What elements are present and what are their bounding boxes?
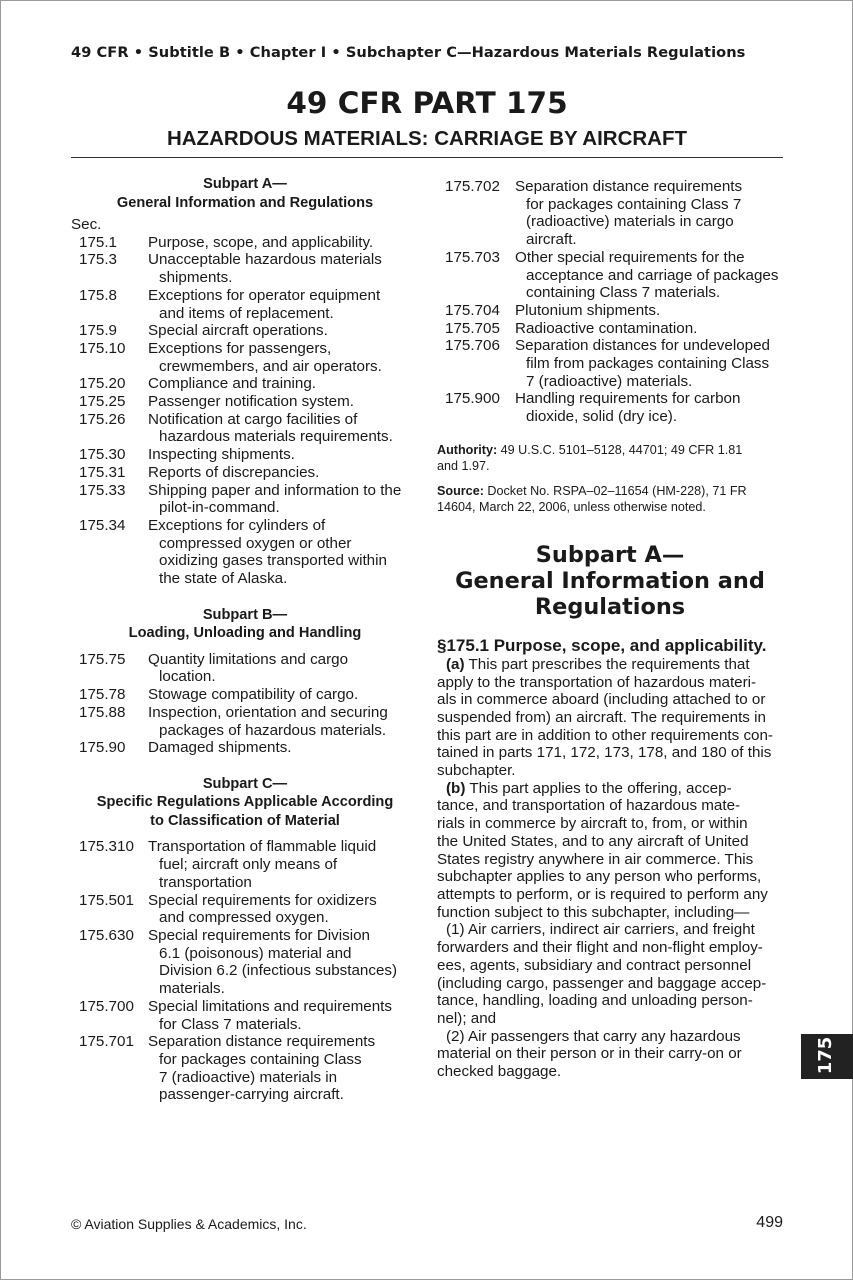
toc-entry [71, 739, 419, 757]
heading-line: Subpart A— [203, 176, 287, 192]
toc-title-line: Damaged shipments. [148, 739, 292, 757]
toc-section-number: 175.75 [79, 650, 126, 668]
toc-section-number: 175.8 [79, 286, 118, 304]
thumb-tab-label: 175 [815, 1036, 836, 1075]
toc-section-number: 175.704 [445, 301, 500, 319]
paragraph-2 [437, 1028, 783, 1081]
toc-entry [71, 892, 419, 927]
toc-title-line: Transportation of flammable liquid [148, 838, 377, 856]
toc-subpart-c-entries-continued [437, 178, 783, 426]
toc-section-title [148, 517, 419, 588]
toc-section-title [148, 375, 419, 393]
toc-title-line: Plutonium shipments. [515, 301, 661, 319]
toc-title-line: Inspecting shipments. [148, 446, 295, 464]
heading-line: Specific Regulations Applicable According [96, 794, 394, 811]
toc-title-line: Notification at cargo facilities of [148, 410, 358, 428]
paragraph-line: tance, handling, loading and unloading person- [437, 992, 753, 1010]
toc-title-line: hazardous materials requirements. [159, 428, 393, 446]
toc-section-number: 175.33 [79, 481, 126, 499]
paragraph-line: material on their person or in their carry-on or [437, 1045, 742, 1063]
toc-entry [437, 337, 783, 390]
toc-section-title [148, 393, 419, 411]
toc-section-number: 175.701 [79, 1033, 134, 1051]
toc-subpart-a-heading [71, 175, 419, 212]
toc-title-line: Purpose, scope, and applicability. [148, 233, 374, 251]
right-column [437, 178, 783, 1081]
source-label: Source: [437, 483, 484, 498]
toc-section-number: 175.700 [79, 997, 134, 1015]
toc-entry [71, 411, 419, 446]
toc-section-title [148, 234, 419, 252]
toc-section-number: 175.703 [445, 248, 500, 266]
paragraph-line: subchapter applies to any person who performs, [437, 868, 762, 886]
toc-section-number: 175.88 [79, 703, 126, 721]
toc-entry [71, 375, 419, 393]
toc-title-line: and compressed oxygen. [159, 909, 329, 927]
toc-title-line: Radioactive contamination. [515, 319, 698, 337]
toc-title-line: dioxide, solid (dry ice). [526, 408, 678, 426]
toc-entry [437, 178, 783, 249]
paragraph-text: This part applies to the offering, accep- [465, 779, 732, 797]
authority-label: Authority: [437, 442, 498, 457]
toc-title-line: film from packages containing Class [526, 355, 770, 373]
part-title: 49 CFR PART 175 [286, 86, 568, 120]
paragraph-line: States registry anywhere in air commerce. This [437, 850, 754, 868]
toc-title-line: and items of replacement. [159, 304, 334, 322]
toc-section-number: 175.25 [79, 393, 126, 411]
toc-title-line: acceptance and carriage of packages [526, 266, 779, 284]
toc-section-title [148, 998, 419, 1033]
heading-line: Subpart B— [202, 606, 288, 623]
toc-entry [71, 1033, 419, 1104]
paragraph-line: checked baggage. [437, 1063, 562, 1081]
toc-title-line: aircraft. [526, 231, 577, 249]
toc-section-title [515, 320, 783, 338]
toc-entry [71, 287, 419, 322]
toc-entry [437, 249, 783, 302]
paragraph-line: nel); and [437, 1009, 497, 1027]
toc-entry [71, 517, 419, 588]
toc-title-line: oxidizing gases transported within [159, 552, 387, 570]
toc-section-title [515, 178, 783, 249]
toc-section-number: 175.706 [445, 337, 500, 355]
paragraph-line: (including cargo, passenger and baggage accep- [437, 974, 767, 992]
paragraph-line: apply to the transportation of hazardous materi- [437, 673, 757, 691]
toc-title-line: Passenger notification system. [148, 393, 354, 411]
heading-line: to Classification of Material [150, 812, 340, 829]
section-175-1-heading: §175.1 Purpose, scope, and applicability. [437, 635, 767, 655]
source-text: Docket No. RSPA–02–11654 (HM-228), 71 FR [483, 483, 747, 498]
toc-title-line: Exceptions for operator equipment [148, 286, 381, 304]
paragraph-line [437, 656, 783, 674]
toc-title-line: Shipping paper and information to the [148, 481, 402, 499]
paragraph-label: (a) [446, 655, 465, 673]
toc-entry [71, 704, 419, 739]
toc-section-title [148, 340, 419, 375]
toc-section-title [148, 739, 419, 757]
toc-left-column [71, 175, 419, 1104]
toc-title-line: shipments. [159, 269, 233, 287]
toc-title-line: Special limitations and requirements [148, 997, 392, 1015]
toc-entry [71, 234, 419, 252]
toc-title-line: Separation distance requirements [515, 178, 743, 195]
header-divider [71, 157, 783, 158]
toc-entry [71, 393, 419, 411]
toc-entry [71, 998, 419, 1033]
toc-title-line: Other special requirements for the [515, 248, 745, 266]
heading-line: Loading, Unloading and Handling [128, 625, 362, 642]
toc-section-number: 175.30 [79, 446, 126, 464]
toc-section-title [148, 704, 419, 739]
paragraph-line: ees, agents, subsidiary and contract personnel [437, 956, 752, 974]
toc-section-title [515, 249, 783, 302]
toc-entry [71, 446, 419, 464]
paragraph-line: forwarders and their flight and non-flight employ- [437, 939, 763, 957]
toc-entry [71, 651, 419, 686]
paragraph-text: This part prescribes the requirements that [464, 655, 750, 673]
heading-line: Subpart C— [202, 775, 288, 792]
toc-title-line: Special aircraft operations. [148, 322, 328, 340]
toc-section-title [515, 390, 783, 425]
paragraph-line: this part are in addition to other requirements con- [437, 726, 773, 744]
toc-title-line: (radioactive) materials in cargo [526, 213, 734, 231]
toc-entry [71, 838, 419, 891]
toc-subpart-a-entries [71, 234, 419, 588]
toc-section-title [148, 927, 419, 998]
toc-section-title [148, 892, 419, 927]
heading-line: Regulations [534, 593, 686, 620]
toc-entry [71, 251, 419, 286]
toc-section-number: 175.78 [79, 686, 126, 704]
toc-section-number: 175.310 [79, 838, 134, 856]
toc-title-line: Handling requirements for carbon [515, 390, 741, 408]
toc-section-number: 175.1 [79, 233, 118, 251]
toc-section-number: 175.10 [79, 339, 126, 357]
authority-note [437, 442, 783, 475]
toc-entry [437, 302, 783, 320]
toc-section-number: 175.26 [79, 410, 126, 428]
toc-section-number: 175.702 [445, 178, 500, 195]
toc-section-number: 175.31 [79, 463, 126, 481]
toc-section-number: 175.900 [445, 390, 500, 408]
heading-line: General Information and [455, 567, 765, 594]
toc-title-line: Special requirements for Division [148, 927, 370, 944]
toc-section-number: 175.34 [79, 516, 126, 534]
footer-copyright: © Aviation Supplies & Academics, Inc. [71, 1216, 307, 1232]
toc-entry [71, 927, 419, 998]
heading-line: Subpart A— [535, 541, 685, 568]
paragraph-b [437, 780, 783, 922]
paragraph-label: (b) [446, 779, 466, 797]
toc-section-title [148, 838, 419, 891]
authority-text: and 1.97. [437, 459, 490, 474]
paragraph-1 [437, 921, 783, 1027]
toc-section-title [515, 337, 783, 390]
toc-section-number: 175.9 [79, 322, 118, 340]
paragraph-a [437, 656, 783, 780]
toc-title-line: Compliance and training. [148, 375, 317, 393]
toc-title-line: Exceptions for cylinders of [148, 516, 326, 534]
toc-entry [437, 320, 783, 338]
toc-title-line: Inspection, orientation and securing [148, 703, 388, 721]
paragraph-line: rials in commerce by aircraft to, from, or within [437, 815, 748, 833]
thumb-tab [801, 1034, 853, 1079]
source-note [437, 483, 783, 516]
toc-subpart-b-entries [71, 651, 419, 757]
toc-section-title [148, 251, 419, 286]
toc-section-number: 175.630 [79, 927, 134, 944]
subpart-a-title [437, 542, 783, 620]
toc-title-line: Reports of discrepancies. [148, 463, 320, 481]
toc-title-line: compressed oxygen or other [159, 534, 352, 552]
toc-section-number: 175.20 [79, 375, 126, 393]
toc-title-line: fuel; aircraft only means of [159, 856, 338, 874]
paragraph-line: suspended from) an aircraft. The requirements in [437, 708, 766, 726]
paragraph-line: subchapter. [437, 762, 516, 780]
paragraph-line: tained in parts 171, 172, 173, 178, and 180 of this [437, 744, 772, 762]
toc-title-line: Separation distances for undeveloped [515, 337, 770, 355]
toc-section-title [148, 482, 419, 517]
toc-section-title [148, 411, 419, 446]
toc-title-line: for packages containing Class 7 [526, 195, 742, 213]
toc-title-line: Special requirements for oxidizers [148, 891, 377, 909]
toc-title-line: Unacceptable hazardous materials [148, 251, 382, 269]
toc-section-title [148, 686, 419, 704]
paragraph-line: tance, and transportation of hazardous mate- [437, 797, 741, 815]
paragraph-line [437, 780, 783, 798]
toc-title-line: passenger-carrying aircraft. [159, 1086, 344, 1104]
toc-section-number: 175.3 [79, 251, 118, 269]
toc-title-line: the state of Alaska. [159, 570, 288, 588]
toc-title-line: crewmembers, and air operators. [159, 357, 382, 375]
running-head: 49 CFR • Subtitle B • Chapter I • Subchapter C—Hazardous Materials Regulations [71, 44, 746, 61]
toc-section-number: 175.90 [79, 739, 126, 757]
toc-title-line: 7 (radioactive) materials. [526, 372, 693, 390]
toc-title-line: for Class 7 materials. [159, 1015, 302, 1033]
toc-subpart-c-heading [71, 775, 419, 831]
toc-entry [71, 482, 419, 517]
toc-section-title [515, 302, 783, 320]
toc-title-line: containing Class 7 materials. [526, 284, 721, 302]
paragraph-line: attempts to perform, or is required to perform any [437, 885, 768, 903]
toc-title-line: 6.1 (poisonous) material and [159, 944, 352, 962]
paragraph-line: the United States, and to any aircraft of United [437, 832, 749, 850]
toc-title-line: packages of hazardous materials. [159, 721, 387, 739]
toc-entry [71, 464, 419, 482]
toc-title-line: Division 6.2 (infectious substances) [159, 962, 398, 980]
toc-title-line: Separation distance requirements [148, 1033, 376, 1051]
authority-text: 49 U.S.C. 5101–5128, 44701; 49 CFR 1.81 [497, 442, 743, 457]
paragraph-line: als in commerce aboard (including attached to or [437, 691, 766, 709]
toc-title-line: Stowage compatibility of cargo. [148, 686, 359, 704]
toc-entry [71, 322, 419, 340]
toc-section-title [148, 1033, 419, 1104]
toc-subpart-b-heading [71, 606, 419, 643]
toc-title-line: 7 (radioactive) materials in [159, 1068, 338, 1086]
toc-section-title [148, 651, 419, 686]
paragraph-line: (2) Air passengers that carry any hazardous [446, 1027, 741, 1045]
paragraph-line: (1) Air carriers, indirect air carriers, and freight [446, 921, 755, 939]
toc-section-title [148, 446, 419, 464]
toc-title-line: pilot-in-command. [159, 499, 280, 517]
toc-title-line: location. [159, 668, 216, 686]
heading-line: General Information and Regulations [116, 194, 374, 211]
sec-label: Sec. [71, 216, 102, 233]
page-number: 499 [756, 1214, 783, 1231]
toc-entry [437, 390, 783, 425]
toc-title-line: transportation [159, 873, 252, 891]
toc-section-number: 175.501 [79, 891, 134, 909]
toc-title-line: Quantity limitations and cargo [148, 650, 349, 668]
toc-subpart-c-entries [71, 838, 419, 1104]
toc-section-title [148, 464, 419, 482]
paragraph-line: function subject to this subchapter, including— [437, 903, 750, 921]
part-subtitle: HAZARDOUS MATERIALS: CARRIAGE BY AIRCRAFT [166, 127, 688, 150]
toc-section-number: 175.705 [445, 319, 500, 337]
toc-entry [71, 340, 419, 375]
toc-title-line: for packages containing Class [159, 1050, 362, 1068]
toc-title-line: materials. [159, 980, 225, 998]
toc-section-title [148, 287, 419, 322]
toc-section-title [148, 322, 419, 340]
toc-title-line: Exceptions for passengers, [148, 339, 332, 357]
source-text: 14604, March 22, 2006, unless otherwise noted. [437, 500, 706, 515]
toc-entry [71, 686, 419, 704]
